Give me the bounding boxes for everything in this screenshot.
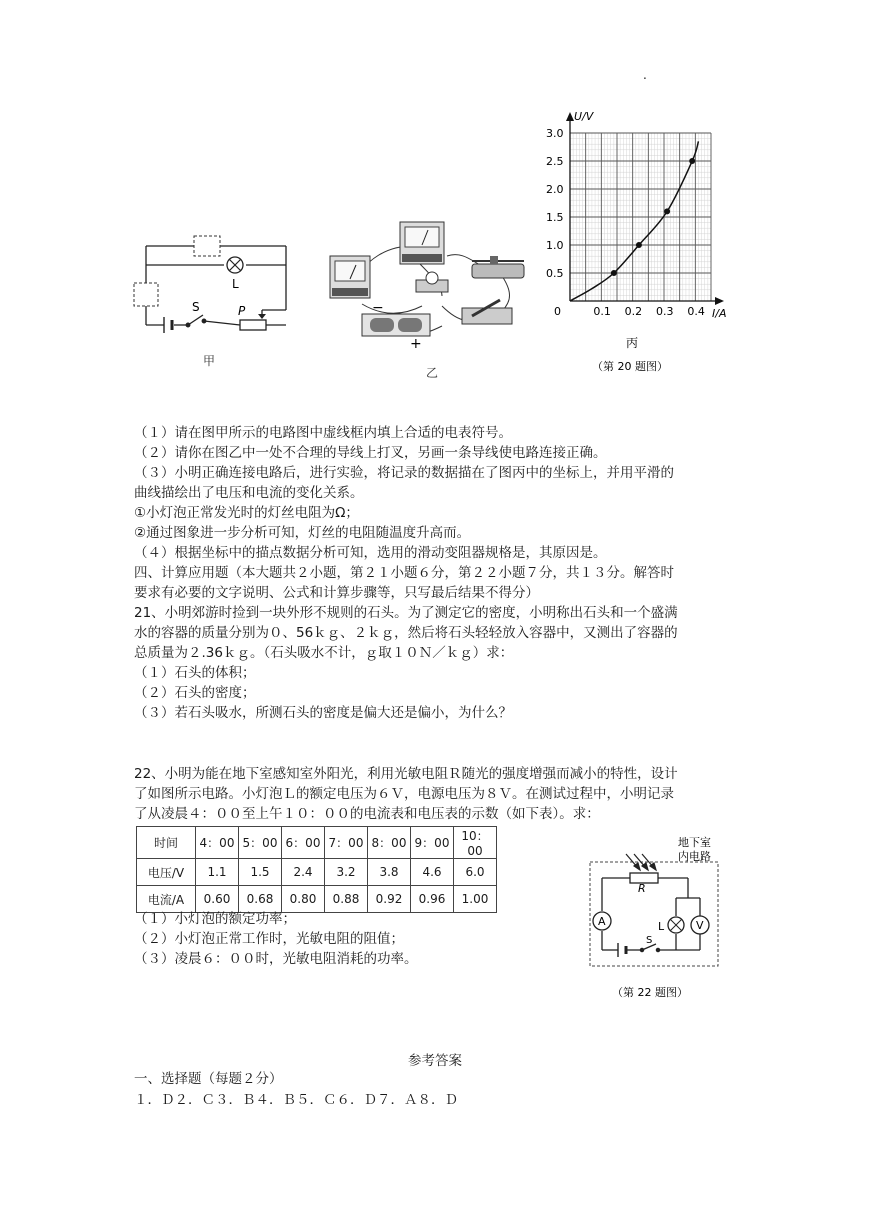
- q21-line-1: 21、小明郊游时捡到一块外形不规则的石头。为了测定它的密度，小明称出石头和一个盛满: [134, 605, 678, 621]
- circuit-diagram-22: [588, 826, 723, 1001]
- origin-label: 0: [554, 305, 561, 318]
- time-cell: 8：00: [368, 827, 411, 859]
- x-axis-label: I/A: [712, 307, 727, 320]
- data-point: [689, 158, 695, 164]
- label-V: V: [696, 919, 704, 932]
- switch-symbol: [186, 315, 206, 327]
- table-row: [137, 859, 497, 886]
- voltage-cell: 2.4: [282, 859, 325, 886]
- current-cell: 0.68: [239, 886, 282, 913]
- table-row: [137, 886, 497, 913]
- current-cell: 1.00: [454, 886, 497, 913]
- q20-line-1: （１）请在图甲所示的电路图中虚线框内填上合适的电表符号。: [134, 425, 512, 441]
- voltage-cell: 6.0: [454, 859, 497, 886]
- lamp-symbol: [227, 257, 243, 273]
- y-tick-label: 2.0: [546, 183, 564, 196]
- answers-title: 参考答案: [408, 1053, 462, 1069]
- y-tick-label: 2.5: [546, 155, 564, 168]
- section-four-heading: 四、计算应用题（本大题共２小题，第２１小题６分，第２２小题７分，共１３分。解答时: [134, 565, 674, 581]
- time-cell: 4：00: [196, 827, 239, 859]
- y-tick-label: 1.0: [546, 239, 564, 252]
- meter-box-top: [194, 236, 220, 256]
- q20-line-2: （２）请你在图乙中一处不合理的导线上打叉，另画一条导线使电路连接正确。: [134, 445, 607, 461]
- label-bing: 丙: [626, 336, 639, 350]
- room-label-1: 地下室: [678, 836, 711, 849]
- answers-line: １．Ｄ２．Ｃ３．Ｂ４．Ｂ５．Ｃ６．Ｄ７．Ａ８．Ｄ: [134, 1092, 458, 1108]
- time-cell: 6：00: [282, 827, 325, 859]
- x-tick-label: 0.1: [593, 305, 611, 318]
- section-four-note: 要求有必要的文字说明、公式和计算步骤等，只写最后结果不得分）: [134, 585, 539, 601]
- top-dot: .: [643, 68, 647, 82]
- data-table: [136, 826, 497, 913]
- chart-major-grid: [570, 133, 711, 301]
- current-cell: 0.60: [196, 886, 239, 913]
- label-P: P: [238, 304, 246, 318]
- table-row: [137, 827, 497, 859]
- label-L-22: L: [658, 920, 665, 933]
- q22-sub-3: （３）凌晨６：００时，光敏电阻消耗的功率。: [134, 951, 418, 967]
- x-tick-label: 0.4: [687, 305, 705, 318]
- circuit-diagram-jia: [126, 228, 306, 378]
- minus-sign: −: [372, 300, 384, 316]
- x-tick-label: 0.3: [656, 305, 674, 318]
- physical-circuit-yi: [322, 216, 527, 351]
- room-label-2: 内电路: [678, 850, 711, 863]
- q22-line-3: 了从凌晨４：００至上午１０：００的电流表和电压表的示数（如下表）。求：: [134, 806, 600, 822]
- current-cell: 0.96: [411, 886, 454, 913]
- q22-line-2: 了如图所示电路。小灯泡Ｌ的额定电压为６Ｖ，电源电压为８Ｖ。在测试过程中，小明记录: [134, 786, 674, 802]
- voltage-cell: 3.8: [368, 859, 411, 886]
- lamp-symbol-22: [668, 917, 684, 933]
- q20-line-6: ②通过图象进一步分析可知，灯丝的电阻随温度升高而。: [134, 525, 471, 541]
- time-cell: 7：00: [325, 827, 368, 859]
- q20-line-4: 曲线描绘出了电压和电流的变化关系。: [134, 485, 364, 501]
- y-axis-arrow: [566, 112, 574, 121]
- lamp-device: [416, 272, 448, 292]
- label-S: S: [192, 300, 200, 314]
- battery-device: [362, 314, 430, 336]
- y-tick-label: 3.0: [546, 127, 564, 140]
- q21-sub-3: （３）若石头吸水，所测石头的密度是偏大还是偏小，为什么？: [134, 705, 512, 721]
- y-tick-label: 0.5: [546, 267, 564, 280]
- voltmeter-symbol: [691, 916, 709, 934]
- u-i-curve: [570, 141, 698, 301]
- voltmeter-device: [400, 222, 444, 264]
- current-cell: 0.88: [325, 886, 368, 913]
- q22-line-1: 22、小明为能在地下室感知室外阳光，利用光敏电阻Ｒ随光的强度增强而减小的特性，设计: [134, 766, 678, 782]
- chart-caption: （第 20 题图）: [592, 360, 668, 373]
- q21-line-3: 总质量为２.36ｋｇ。（石头吸水不计，ｇ取１０Ｎ／ｋｇ）求：: [134, 645, 514, 661]
- q20-line-7: （４）根据坐标中的描点数据分析可知，选用的滑动变阻器规格是，其原因是。: [134, 545, 607, 561]
- fig22-caption: （第 22 题图）: [612, 986, 688, 999]
- voltage-cell: 3.2: [325, 859, 368, 886]
- ammeter-symbol: [593, 912, 611, 930]
- ammeter-device: [330, 256, 370, 298]
- time-cell: 5：00: [239, 827, 282, 859]
- label-L: L: [232, 277, 239, 291]
- y-tick-label: 1.5: [546, 211, 564, 224]
- q22-sub-2: （２）小灯泡正常工作时，光敏电阻的阻值；: [134, 931, 404, 947]
- label-R: R: [638, 882, 646, 895]
- x-axis-arrow: [715, 297, 724, 305]
- time-cell: 9：00: [411, 827, 454, 859]
- caption-yi: 乙: [426, 366, 439, 380]
- data-point: [636, 242, 642, 248]
- voltage-cell: 4.6: [411, 859, 454, 886]
- x-tick-label: 0.2: [624, 305, 643, 318]
- battery-symbol: [164, 317, 172, 333]
- q20-line-5: ①小灯泡正常发光时的灯丝电阻为Ω；: [134, 505, 359, 521]
- label-S-22: S: [646, 935, 653, 946]
- label-A: A: [598, 915, 606, 928]
- data-point: [664, 208, 670, 214]
- data-point: [611, 270, 617, 276]
- plus-sign: +: [410, 336, 422, 351]
- answers-section: 一、选择题（每题２分）: [134, 1071, 283, 1087]
- rheostat-device: [472, 256, 524, 278]
- voltage-label-cell: 电压/V: [137, 859, 196, 886]
- current-label-cell: 电流/A: [137, 886, 196, 913]
- q21-sub-1: （１）石头的体积；: [134, 665, 256, 681]
- ui-chart: [540, 108, 730, 388]
- q20-line-3: （３）小明正确连接电路后，进行实验，将记录的数据描在了图丙中的坐标上，并用平滑的: [134, 465, 674, 481]
- meter-box-left: [134, 283, 158, 306]
- table-header-cell: 时间: [137, 827, 196, 859]
- voltage-cell: 1.5: [239, 859, 282, 886]
- caption-jia: 甲: [203, 354, 216, 368]
- time-cell: 10：00: [454, 827, 497, 859]
- knife-switch-device: [462, 300, 512, 324]
- q21-line-2: 水的容器的质量分别为０、56ｋｇ、２ｋｇ，然后将石头轻轻放入容器中，又测出了容器的: [134, 625, 678, 641]
- current-cell: 0.80: [282, 886, 325, 913]
- battery-symbol-22: [618, 943, 626, 957]
- y-axis-label: U/V: [574, 110, 594, 123]
- q21-sub-2: （２）石头的密度；: [134, 685, 256, 701]
- q22-sub-1: （１）小灯泡的额定功率；: [134, 911, 296, 927]
- voltage-cell: 1.1: [196, 859, 239, 886]
- current-cell: 0.92: [368, 886, 411, 913]
